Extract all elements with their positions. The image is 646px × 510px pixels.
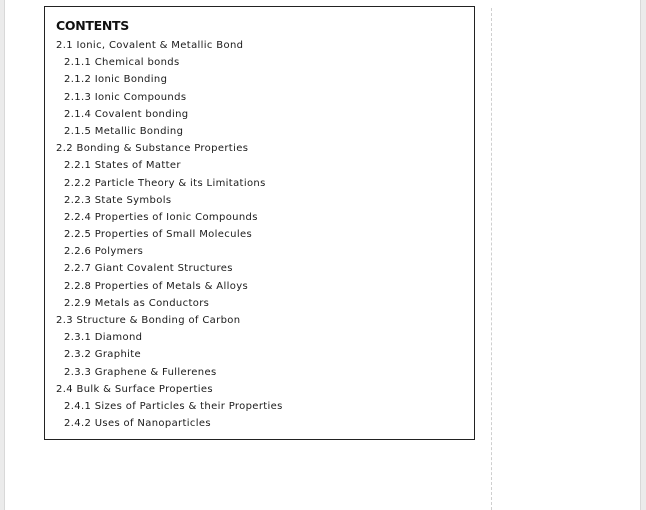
document-page xyxy=(4,0,641,510)
toc-subsection-link[interactable]: 2.1.3 Ionic Compounds xyxy=(64,91,187,103)
toc-section-link[interactable]: 2.3 Structure & Bonding of Carbon xyxy=(56,315,241,326)
toc-subsection-link[interactable]: 2.1.1 Chemical bonds xyxy=(64,57,180,69)
toc-title: CONTENTS xyxy=(56,18,129,33)
toc-subsection-link[interactable]: 2.1.4 Covalent bonding xyxy=(64,108,189,120)
toc-subsection-link[interactable]: 2.4.2 Uses of Nanoparticles xyxy=(64,418,211,430)
toc-subsection-link[interactable]: 2.1.2 Ionic Bonding xyxy=(64,74,168,86)
page-margin-guide xyxy=(491,8,492,510)
toc-subsection-link[interactable]: 2.2.1 States of Matter xyxy=(64,160,181,172)
toc-subsection-link[interactable]: 2.1.5 Metallic Bonding xyxy=(64,125,184,137)
toc-list xyxy=(56,37,474,432)
toc-subsection-link[interactable]: 2.2.3 State Symbols xyxy=(64,194,172,206)
toc-subsection-link[interactable]: 2.2.5 Properties of Small Molecules xyxy=(64,229,253,241)
toc-subsection-link[interactable]: 2.3.1 Diamond xyxy=(64,332,143,344)
toc-subsection-link[interactable]: 2.2.4 Properties of Ionic Compounds xyxy=(64,211,258,223)
toc-subsection-link[interactable]: 2.2.2 Particle Theory & its Limitations xyxy=(64,177,266,189)
toc-subsection-link[interactable]: 2.3.3 Graphene & Fullerenes xyxy=(64,366,217,378)
toc-section-link[interactable]: 2.1 Ionic, Covalent & Metallic Bond xyxy=(56,40,244,51)
toc-subsection-link[interactable]: 2.4.1 Sizes of Particles & their Properties xyxy=(64,400,283,412)
toc-section-link[interactable]: 2.2 Bonding & Substance Properties xyxy=(56,143,249,155)
toc-section-link[interactable]: 2.4 Bulk & Surface Properties xyxy=(56,383,213,395)
toc-subsection-link[interactable]: 2.2.9 Metals as Conductors xyxy=(64,297,210,309)
toc-subsection-link[interactable]: 2.2.7 Giant Covalent Structures xyxy=(64,263,233,275)
table-of-contents xyxy=(44,6,475,440)
toc-subsection-link[interactable]: 2.2.6 Polymers xyxy=(64,246,144,258)
toc-subsection-link[interactable]: 2.3.2 Graphite xyxy=(64,349,142,361)
toc-subsection-link[interactable]: 2.2.8 Properties of Metals & Alloys xyxy=(64,280,249,292)
